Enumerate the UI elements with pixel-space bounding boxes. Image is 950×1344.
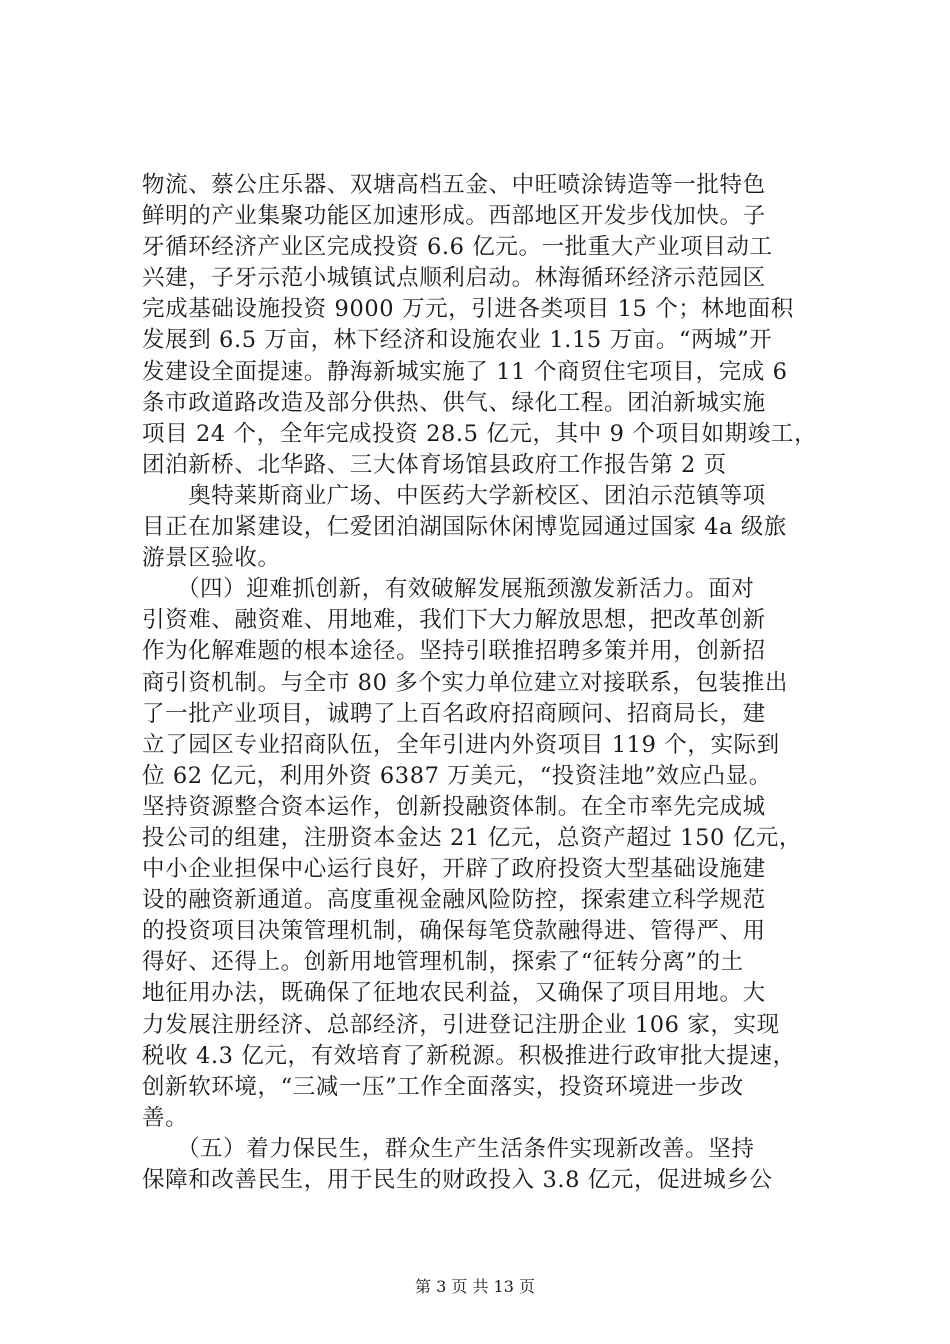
text-line: 兴建，子牙示范小城镇试点顺利启动。林海循环经济示范园区: [142, 265, 766, 292]
text-line: 引资难、融资难、用地难，我们下大力解放思想，把改革创新: [142, 607, 766, 634]
text-line: 条市政道路改造及部分供热、供气、绿化工程。团泊新城实施: [142, 389, 766, 416]
text-line: 作为化解难题的根本途径。坚持引联推招聘多策并用，创新招: [142, 638, 766, 665]
text-line: 投公司的组建，注册资本金达 21 亿元，总资产超过 150 亿元，: [142, 824, 802, 851]
text-line: 坚持资源整合资本运作，创新投融资体制。在全市率先完成城: [142, 793, 766, 820]
text-line: 鲜明的产业集聚功能区加速形成。西部地区开发步伐加快。子: [142, 203, 766, 230]
text-line: 了一批产业项目，诚聘了上百名政府招商顾问、招商局长，建: [142, 700, 766, 727]
text-line: 商引资机制。与全市 80 多个实力单位建立对接联系，包装推出: [142, 669, 788, 696]
text-line: 团泊新桥、北华路、三大体育场馆县政府工作报告第 2 页: [142, 451, 727, 478]
text-line: 目正在加紧建设，仁爱团泊湖国际休闲博览园通过国家 4a 级旅: [142, 514, 788, 541]
text-line: 完成基础设施投资 9000 万元，引进各类项目 15 个；林地面积: [142, 296, 794, 323]
text-line: 地征用办法，既确保了征地农民利益，又确保了项目用地。大: [142, 980, 766, 1007]
text-line: 中小企业担保中心运行良好，开辟了政府投资大型基础设施建: [142, 856, 766, 883]
text-line: （五）着力保民生，群众生产生活条件实现新改善。坚持: [142, 1135, 755, 1162]
text-line: 发展到 6.5 万亩，林下经济和设施农业 1.15 万亩。“两城”开: [142, 327, 773, 354]
text-line: 的投资项目决策管理机制，确保每笔贷款融得进、管得严、用: [142, 918, 766, 945]
text-line: 牙循环经济产业区完成投资 6.6 亿元。一批重大产业项目动工: [142, 234, 773, 261]
body-text: [142, 170, 832, 1196]
text-line: 善。: [142, 1104, 189, 1131]
text-line: 保障和改善民生，用于民生的财政投入 3.8 亿元，促进城乡公: [142, 1167, 773, 1193]
text-line: 位 62 亿元，利用外资 6387 万美元，“投资洼地”效应凸显。: [142, 762, 772, 789]
text-line: 奥特莱斯商业广场、中医药大学新校区、团泊示范镇等项: [142, 482, 766, 509]
text-line: 项目 24 个，全年完成投资 28.5 亿元，其中 9 个项目如期竣工，: [142, 420, 818, 447]
page-number-footer: 第 3 页 共 13 页: [415, 1277, 535, 1296]
text-line: 游景区验收。: [142, 545, 281, 572]
text-line: 发建设全面提速。静海新城实施了 11 个商贸住宅项目，完成 6: [142, 358, 788, 385]
text-line: 力发展注册经济、总部经济，引进登记注册企业 106 家，实现: [142, 1011, 780, 1038]
text-line: 创新软环境，“三减一压”工作全面落实，投资环境进一步改: [142, 1073, 744, 1100]
text-line: 立了园区专业招商队伍，全年引进内外资项目 119 个，实际到: [142, 731, 780, 758]
text-line: 物流、蔡公庄乐器、双塘高档五金、中旺喷涂铸造等一批特色: [142, 172, 766, 198]
text-line: 税收 4.3 亿元，有效培育了新税源。积极推进行政审批大提速，: [142, 1042, 796, 1069]
text-line: 设的融资新通道。高度重视金融风险防控，探索建立科学规范: [142, 887, 766, 914]
text-line: （四）迎难抓创新，有效破解发展瓶颈激发新活力。面对: [142, 576, 755, 603]
text-line: 得好、还得上。创新用地管理机制，探索了“征转分离”的土: [142, 949, 744, 976]
